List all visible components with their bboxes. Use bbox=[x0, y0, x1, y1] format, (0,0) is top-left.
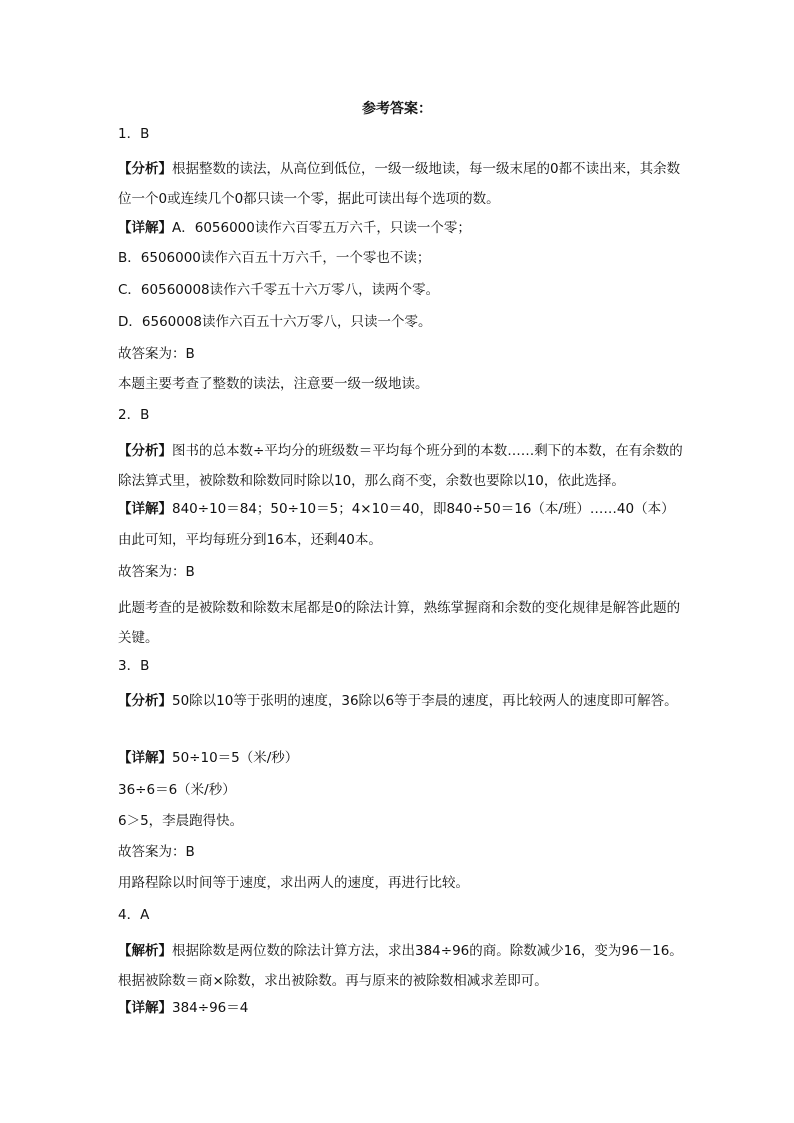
q4-detail bbox=[118, 998, 683, 1018]
q1-detail-c: C．60560008读作六千零五十六万零八，读两个零。 bbox=[118, 282, 440, 298]
q2-detail-text: 840÷10＝84；50÷10＝5；4×10＝40，即840÷50＝16（本/班）……40（本） bbox=[172, 501, 675, 517]
analysis-tag: 【分析】 bbox=[118, 443, 172, 459]
q3-detail-2: 36÷6＝6（米/秒） bbox=[118, 782, 236, 798]
q1-number: 1．B bbox=[118, 126, 150, 142]
q1-detail-a-text: A．6056000读作六百零五万六千，只读一个零； bbox=[172, 220, 471, 236]
q3-summary: 用路程除以时间等于速度，求出两人的速度，再进行比较。 bbox=[118, 875, 469, 891]
q3-answer: 故答案为：B bbox=[118, 844, 195, 860]
q2-detail-2: 由此可知，平均每班分到16本，还剩40本。 bbox=[118, 532, 382, 548]
q4-analysis bbox=[118, 936, 683, 996]
q1-summary: 本题主要考查了整数的读法，注意要一级一级地读。 bbox=[118, 376, 429, 392]
q4-detail-text: 384÷96＝4 bbox=[172, 1000, 249, 1016]
q3-detail-text: 50÷10＝5（米/秒） bbox=[172, 750, 299, 766]
q1-analysis-text: 根据整数的读法，从高位到低位，一级一级地读，每一级末尾的0都不读出来，其余数位一个0或连续几个0都只读一个零，据此可读出每个选项的数。 bbox=[118, 161, 681, 207]
q2-detail bbox=[118, 499, 683, 519]
q3-number: 3．B bbox=[118, 658, 150, 674]
q1-detail-d: D．6560008读作六百五十六万零八，只读一个零。 bbox=[118, 314, 432, 330]
q2-summary: 此题考查的是被除数和除数末尾都是0的除法计算，熟练掌握商和余数的变化规律是解答此题的关键。 bbox=[118, 600, 681, 646]
detail-tag: 【详解】 bbox=[118, 750, 172, 766]
q4-analysis-text: 根据除数是两位数的除法计算方法，求出384÷96的商。除数减少16，变为96－16。根据被除数＝商×除数，求出被除数。再与原来的被除数相减求差即可。 bbox=[118, 943, 683, 989]
q2-analysis bbox=[118, 436, 683, 496]
q1-detail-b: B．6506000读作六百五十万六千，一个零也不读； bbox=[118, 250, 431, 266]
analysis-tag: 【解析】 bbox=[118, 943, 172, 959]
q3-detail bbox=[118, 748, 683, 768]
analysis-tag: 【分析】 bbox=[118, 161, 172, 177]
q3-analysis bbox=[118, 686, 683, 716]
detail-tag: 【详解】 bbox=[118, 501, 172, 517]
q1-answer: 故答案为：B bbox=[118, 346, 195, 362]
detail-tag: 【详解】 bbox=[118, 220, 172, 236]
q2-number: 2．B bbox=[118, 407, 150, 423]
q2-analysis-text: 图书的总本数÷平均分的班级数＝平均每个班分到的本数……剩下的本数，在有余数的除法算式里，被除数和除数同时除以10，那么商不变，余数也要除以10，依此选择。 bbox=[118, 443, 683, 489]
q3-detail-3: 6＞5，李晨跑得快。 bbox=[118, 813, 244, 829]
q2-answer: 故答案为：B bbox=[118, 564, 195, 580]
q1-detail-a bbox=[118, 218, 683, 238]
q3-analysis-text: 50除以10等于张明的速度，36除以6等于李晨的速度，再比较两人的速度即可解答。 bbox=[172, 693, 678, 709]
analysis-tag: 【分析】 bbox=[118, 693, 172, 709]
q1-analysis bbox=[118, 154, 683, 214]
page-title: 参考答案： bbox=[362, 101, 432, 117]
q4-number: 4．A bbox=[118, 907, 150, 923]
detail-tag: 【详解】 bbox=[118, 1000, 172, 1016]
